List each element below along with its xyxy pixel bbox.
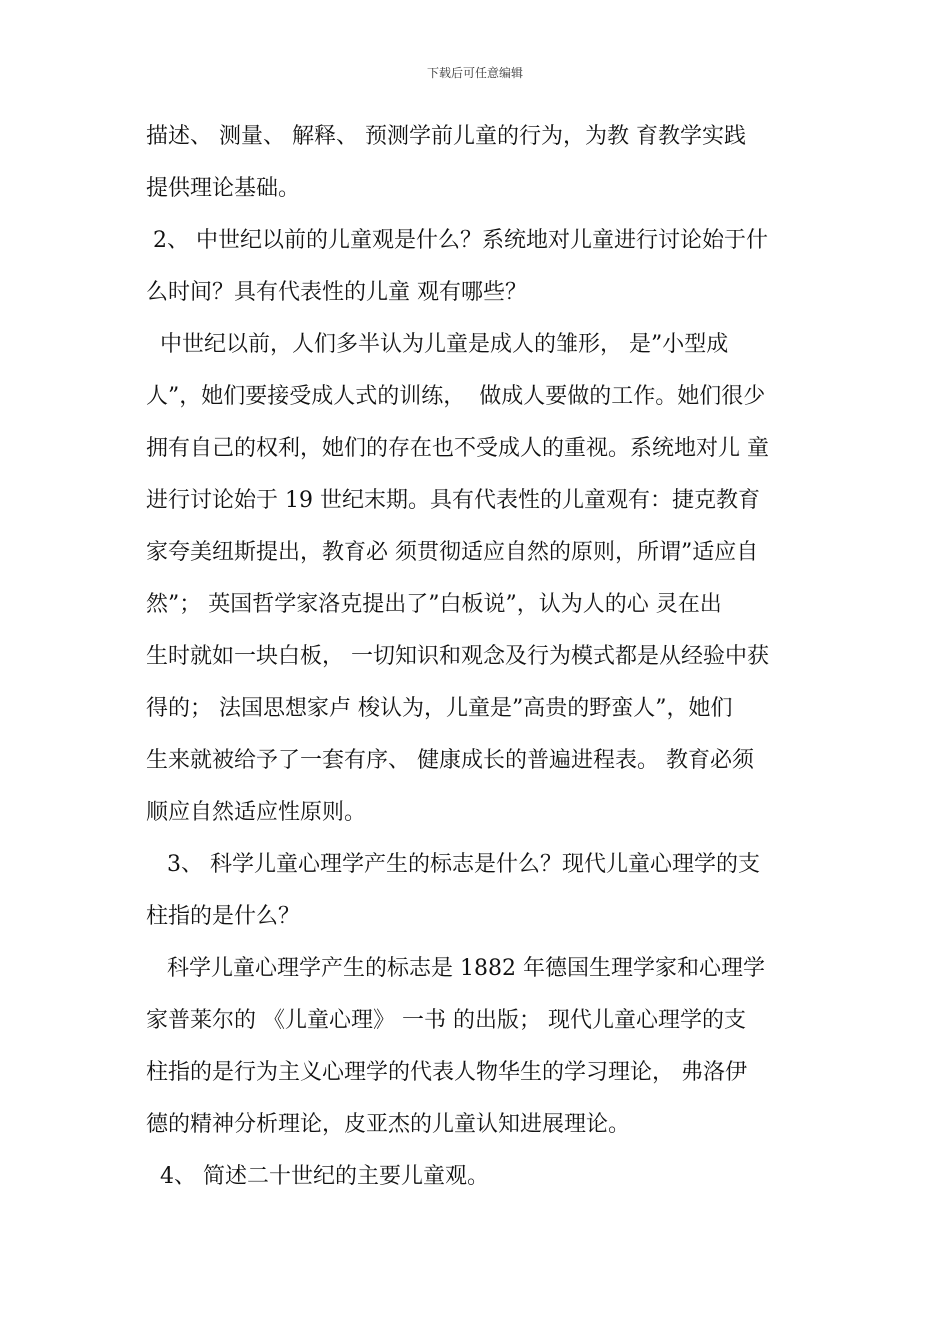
answer-line: 拥有自己的权利，她们的存在也不受成人的重视。系统地对儿 童 (146, 436, 769, 461)
question-line: 2、 中世纪以前的儿童观是什么？系统地对儿童进行讨论始于什 (146, 228, 768, 253)
question-line: 3、 科学儿童心理学产生的标志是什么？现代儿童心理学的支 (146, 852, 760, 877)
answer-line: 家普莱尔的 《儿童心理》 一书 的出版； 现代儿童心理学的支 (146, 1008, 746, 1033)
page-header: 下载后可任意编辑 (426, 66, 523, 80)
answer-line: 进行讨论始于 19 世纪末期。具有代表性的儿童观有：捷克教育 (146, 488, 760, 513)
document-body (146, 114, 811, 1206)
answer-line: 德的精神分析理论，皮亚杰的儿童认知进展理论。 (146, 1112, 631, 1137)
answer-line: 柱指的是行为主义心理学的代表人物华生的学习理论， 弗洛伊 (146, 1060, 747, 1085)
answer-line: 人”，她们要接受成人式的训练， 做成人要做的工作。她们很少 (146, 384, 766, 409)
answer-line: 家夸美纽斯提出，教育必 须贯彻适应自然的原则，所谓”适应自 (146, 540, 759, 565)
answer-line: 科学儿童心理学产生的标志是 1882 年德国生理学家和心理学 (146, 956, 765, 981)
answer-line: 得的； 法国思想家卢 梭认为，儿童是”高贵的野蛮人”，她们 (146, 696, 733, 721)
question-line: 柱指的是什么？ (146, 904, 301, 929)
text-line: 描述、 测量、 解释、 预测学前儿童的行为，为教 育教学实践 (146, 124, 746, 149)
answer-line: 生来就被给予了一套有序、 健康成长的普遍进程表。 教育必须 (146, 748, 754, 773)
text-line: 提供理论基础。 (146, 176, 301, 201)
question-line: 4、 简述二十世纪的主要儿童观。 (146, 1164, 489, 1189)
answer-line: 顺应自然适应性原则。 (146, 800, 367, 825)
answer-line: 然”； 英国哲学家洛克提出了”白板说”，认为人的心 灵在出 (146, 592, 722, 617)
answer-line: 中世纪以前，人们多半认为儿童是成人的雏形， 是”小型成 (146, 332, 729, 357)
question-line: 么时间？具有代表性的儿童 观有哪些？ (146, 280, 527, 305)
answer-line: 生时就如一块白板， 一切知识和观念及行为模式都是从经验中获 (146, 644, 769, 669)
